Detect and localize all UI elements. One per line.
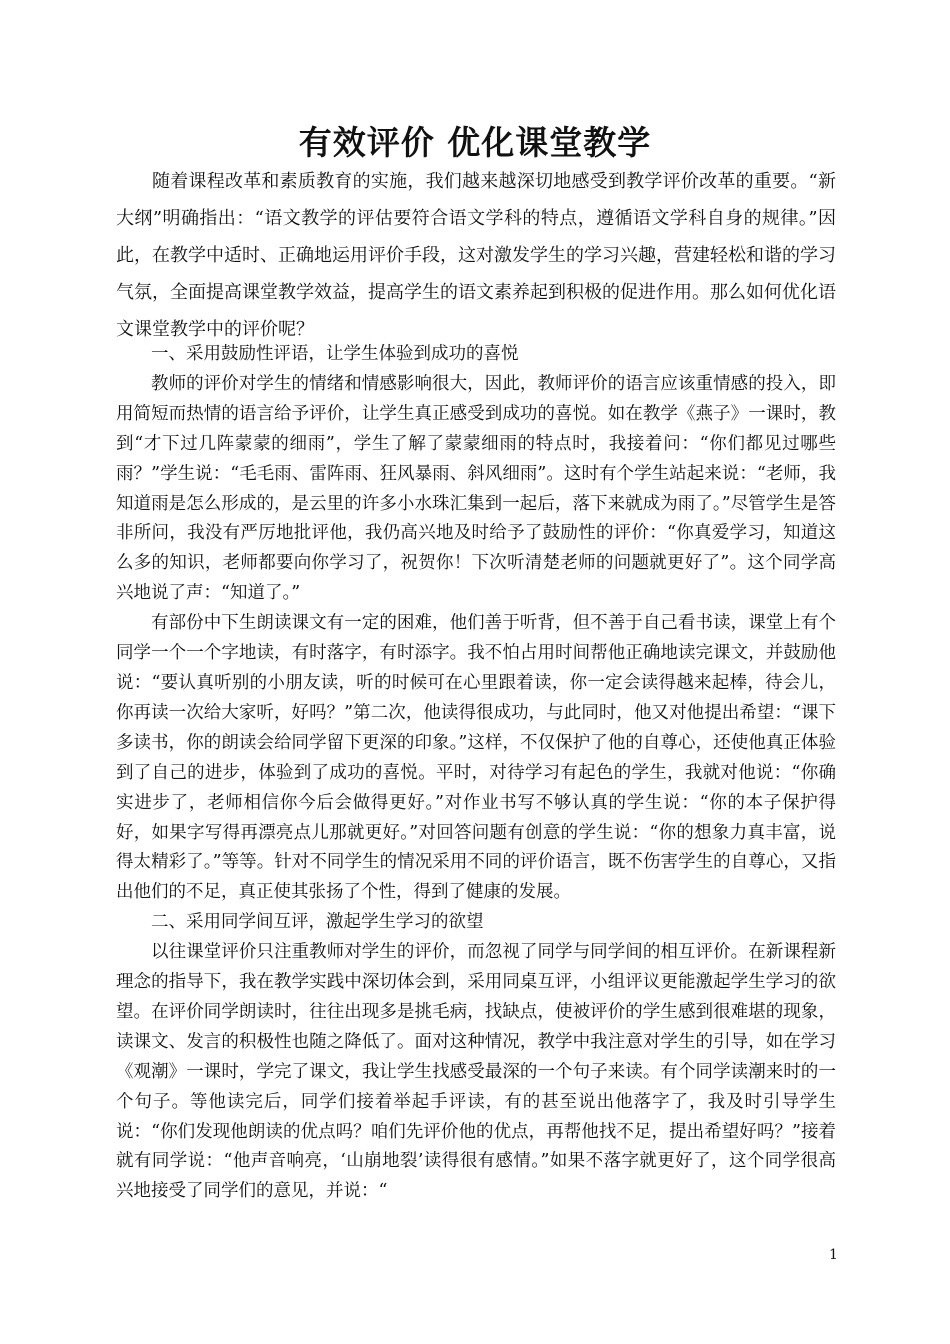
paragraph: 教师的评价对学生的情绪和情感影响很大，因此，教师评价的语言应该重情感的投入，即用简短而热情的语言给予评价，让学生真正感受到成功的喜悦。如在教学《燕子》一课时，教到“才下过几阵蒙蒙的细雨”，学生了解了蒙蒙细雨的特点时，我接着问：“你们都见过哪些雨？”学生说：“毛毛雨、雷阵雨、狂风暴雨、斜风细雨”。这时有个学生站起来说：“老师，我知道雨是怎么形成的，是云里的许多小水珠汇集到一起后，落下来就成为雨了。”尽管学生是答非所问，我没有严厉地批评他，我仍高兴地及时给予了鼓励性的评价：“你真爱学习，知道这么多的知识，老师都要向你学习了，祝贺你！下次听清楚老师的问题就更好了”。这个同学高兴地说了声：“知道了。”	[116, 373, 836, 604]
paragraph: 有部份中下生朗读课文有一定的困难，他们善于听背，但不善于自己看书读，课堂上有个同学一个一个字地读，有时落字，有时添字。我不怕占用时间帮他正确地读完课文，并鼓励他说：“要认真听别的小朋友读，听的时候可在心里跟着读，你一定会读得越来起棒，待会儿，你再读一次给大家听，好吗？”第二次，他读得很成功，与此同时，他又对他提出希望：“课下多读书，你的朗读会给同学留下更深的印象。”这样，不仅保护了他的自尊心，还使他真正体验到了自己的进步，体验到了成功的喜悦。平时，对待学习有起色的学生，我就对他说：“你确实进步了，老师相信你今后会做得更好。”对作业书写不够认真的学生说：“你的本子保护得好，如果字写得再漂亮点儿那就更好。”对回答问题有创意的学生说：“你的想象力真丰富，说得太精彩了。”等等。针对不同学生的情况采用不同的评价语言，既不伤害学生的自尊心，又指出他们的不足，真正使其张扬了个性，得到了健康的发展。	[116, 613, 836, 903]
paragraph: 以往课堂评价只注重教师对学生的评价，而忽视了同学与同学间的相互评价。在新课程新理念的指导下，我在教学实践中深切体会到，采用同桌互评，小组评议更能激起学生学习的欲望。在评价同学朗读时，往往出现多是挑毛病，找缺点，使被评价的学生感到很难堪的现象，读课文、发言的积极性也随之降低了。面对这种情况，教学中我注意对学生的引导，如在学习《观潮》一课时，学完了课文，我让学生找感受最深的一个句子来读。有个同学读潮来时的一个句子。等他读完后，同学们接着举起手评读，有的甚至说出他落字了，我及时引导学生说：“你们发现他朗读的优点吗？咱们先评价他的优点，再帮他找不足，提出希望好吗？”接着就有同学说：“他声音响亮，‘山崩地裂’读得很有感情。”如果不落字就更好了，这个同学很高兴地接受了同学们的意见，并说：“	[116, 942, 836, 1202]
document-body	[116, 340, 836, 1207]
document-title: 有效评价 优化课堂教学	[298, 123, 652, 162]
intro-paragraph: 随着课程改革和素质教育的实施，我们越来越深切地感受到教学评价改革的重要。“新大纲”明确指出：“语文教学的评估要符合语文学科的特点，遵循语文学科自身的规律。”因此，在教学中适时、正确地运用评价手段，这对激发学生的学习兴趣，营建轻松和谐的学习气氛，全面提高课堂教学效益，提高学生的语文素养起到积极的促进作用。那么如何优化语文课堂教学中的评价呢？	[116, 171, 836, 340]
page-number: 1	[829, 1247, 838, 1263]
section-heading-2: 二、采用同学间互评，激起学生学习的欲望	[151, 912, 484, 933]
section-heading-1: 一、采用鼓励性评语，让学生体验到成功的喜悦	[151, 344, 519, 364]
